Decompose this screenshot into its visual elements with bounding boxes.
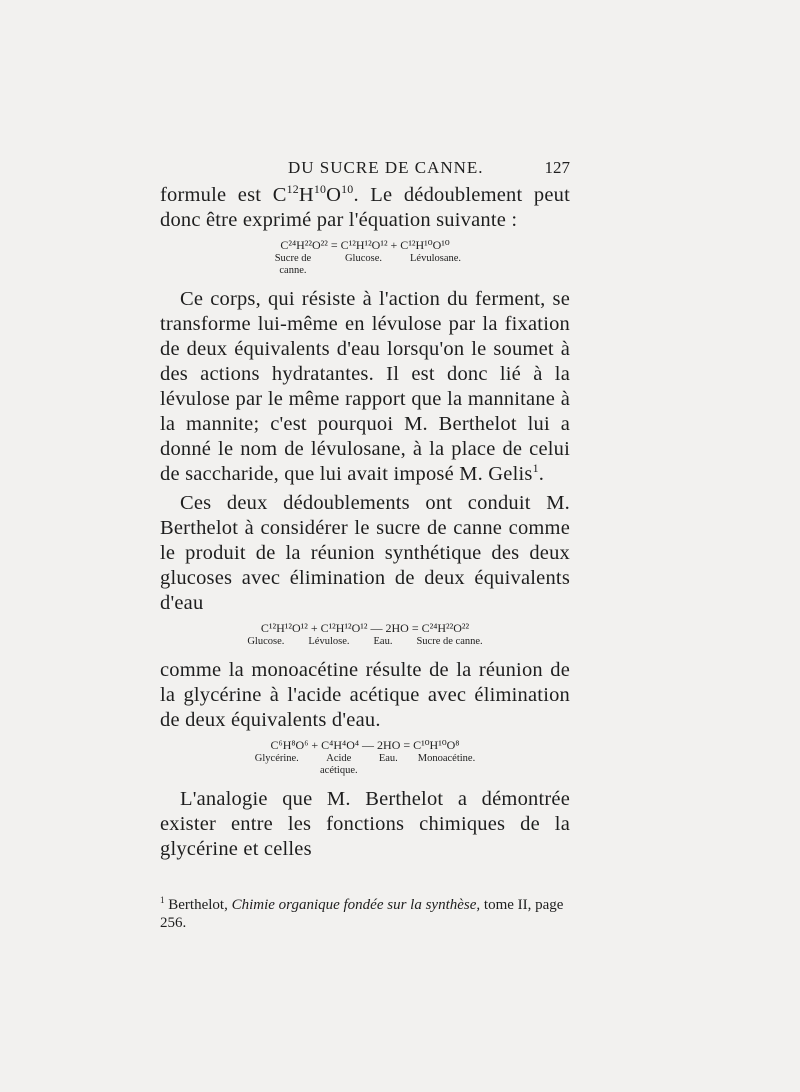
equation-2-label: Lévulose. bbox=[308, 636, 350, 647]
paragraph-2 bbox=[160, 287, 570, 487]
equation-2 bbox=[160, 622, 570, 648]
footnote-author: Berthelot, bbox=[168, 897, 232, 913]
footnote-rest: tome II, page 256. bbox=[160, 897, 564, 931]
page-header bbox=[160, 158, 570, 182]
equation-1-label: Glucose. bbox=[344, 253, 382, 264]
footnote bbox=[160, 891, 570, 932]
equation-1-label: Sucre de canne. bbox=[274, 253, 312, 276]
running-title: DU SUCRE DE CANNE. bbox=[288, 158, 484, 177]
equation-2-label: Eau. bbox=[373, 636, 393, 647]
footnote-title: Chimie organique fondée sur la synthèse, bbox=[231, 897, 481, 913]
paragraph-5: L'analogie que M. Berthelot a démontrée exister entre les fonctions chimiques de la glycérine et celles bbox=[160, 788, 570, 860]
p1-text-a: formule est C bbox=[160, 184, 287, 206]
p2-end: . bbox=[538, 463, 545, 485]
footnote-mark: 1 bbox=[160, 895, 165, 905]
p1-sup-3: 10 bbox=[341, 182, 354, 197]
paragraph-4: comme la monoacétine résulte de la réunion de la glycérine à l'acide acétique avec élimination de deux équivalents d'eau. bbox=[160, 659, 570, 731]
p1-text-c: O bbox=[326, 184, 342, 206]
equation-1-label: Lévulosane. bbox=[410, 253, 462, 264]
equation-2-label: Sucre de canne. bbox=[416, 636, 483, 647]
p1-text-d: . Le dédoublement peut donc être exprimé par l'équation suivante : bbox=[160, 184, 570, 231]
page-number: 127 bbox=[544, 158, 570, 177]
equation-2-formula: C¹²H¹²O¹² + C¹²H¹²O¹² — 2HO = C²⁴H²²O²² bbox=[260, 621, 470, 635]
p2-text: Ce corps, qui résiste à l'action du ferment, se transforme lui-même en lévulose par la fixation de deux équivalents d'eau lorsqu'on le soumet à des actions hydratantes. Il est donc lié à la lévulose par le même rapport que la mannitane à la mannite; c'est pourquoi M. Berthelot lui a donné le nom de lévulosane, à la place de celui de saccharide, que lui avait imposé M. Gelis bbox=[160, 288, 570, 485]
paragraph-1 bbox=[160, 183, 570, 233]
equation-3-label: Monoacétine. bbox=[417, 753, 476, 764]
body-text bbox=[160, 183, 570, 862]
p1-sup-2: 10 bbox=[313, 182, 327, 197]
equation-3-label: Acide acétique. bbox=[320, 753, 358, 776]
equation-1 bbox=[160, 239, 570, 277]
equation-3-label: Glycérine. bbox=[254, 753, 299, 764]
p1-text-b: H bbox=[298, 184, 314, 206]
equation-3-formula: C⁶H⁸O⁶ + C⁴H⁴O⁴ — 2HO = C¹⁰H¹⁰O⁸ bbox=[270, 738, 460, 752]
equation-2-label: Glucose. bbox=[247, 636, 285, 647]
p1-sup-1: 12 bbox=[286, 182, 299, 197]
equation-3 bbox=[160, 739, 570, 777]
equation-3-label: Eau. bbox=[378, 753, 398, 764]
equation-1-formula: C²⁴H²²O²² = C¹²H¹²O¹² + C¹²H¹⁰O¹⁰ bbox=[280, 238, 450, 252]
paragraph-3: Ces deux dédoublements ont conduit M. Berthelot à considérer le sucre de canne comme le produit de la réunion synthétique des deux glucoses avec élimination de deux équivalents d'eau bbox=[160, 492, 570, 614]
footnote-reference: 1 bbox=[532, 461, 539, 476]
